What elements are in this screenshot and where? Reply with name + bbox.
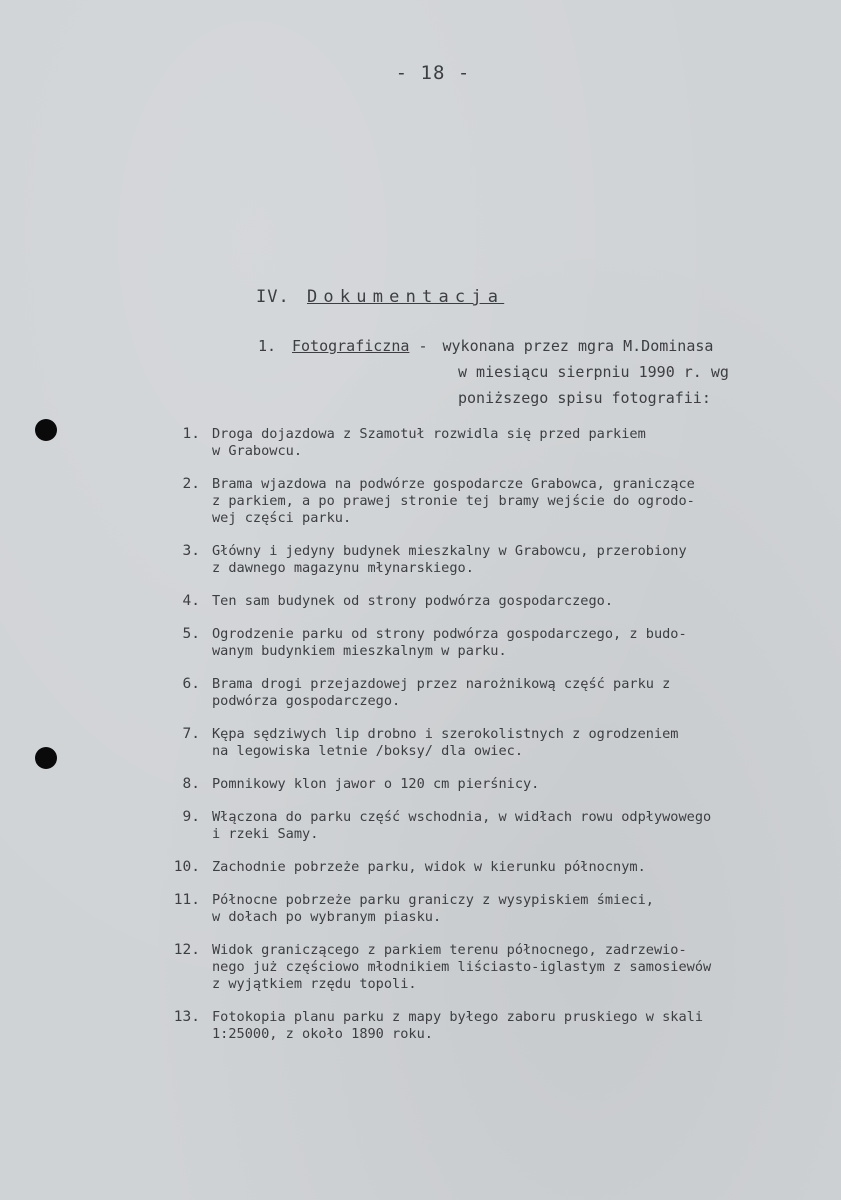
photo-item-text-line: nego już częściowo młodnikiem liściasto-iglastym z samosiewów	[212, 959, 712, 975]
photo-item-text-line: Fotokopia planu parku z mapy byłego zaboru pruskiego w skali	[212, 1009, 704, 1025]
photo-list-item	[150, 426, 830, 460]
photo-item-text-line: Pomnikowy klon jawor o 120 cm pierśnicy.	[212, 776, 540, 792]
photo-item-text-line: z parkiem, a po prawej stronie tej bramy wejście do ogrodo-	[212, 493, 695, 509]
subsection-description-line: wykonana przez mgra M.Dominasa	[442, 337, 714, 355]
photo-item-text-line: w Grabowcu.	[212, 443, 303, 459]
punch-hole	[35, 747, 57, 769]
photo-item-text-line: wanym budynkiem mieszkalnym w parku.	[212, 643, 507, 659]
photo-item-text-line: 1:25000, z około 1890 roku.	[212, 1026, 433, 1042]
photo-item-number: 13.	[173, 1009, 200, 1025]
photo-item-text	[212, 476, 830, 527]
subsection-number: 1.	[258, 337, 277, 355]
photo-item-text-line: z wyjątkiem rzędu topoli.	[212, 976, 417, 992]
subsection-title: Fotograficzna	[292, 337, 410, 355]
photo-list-item	[150, 476, 830, 527]
photo-item-number: 11.	[173, 892, 200, 908]
photo-item-text-line: Ten sam budynek od strony podwórza gospodarczego.	[212, 593, 614, 609]
photo-item-text-line: Północne pobrzeże parku graniczy z wysypiskiem śmieci,	[212, 892, 654, 908]
subsection-description-line: w miesiącu sierpniu 1990 r. wg	[458, 363, 729, 381]
punch-hole	[35, 419, 57, 441]
page-number: - 18 -	[395, 62, 471, 84]
photo-item-text	[212, 676, 830, 710]
photo-list	[150, 426, 830, 1043]
photo-item-text	[212, 942, 830, 993]
photo-item-text	[212, 892, 830, 926]
photo-item-text-line: Główny i jedyny budynek mieszkalny w Grabowcu, przerobiony	[212, 543, 687, 559]
photo-item-text	[212, 626, 830, 660]
photo-item-text	[212, 426, 830, 460]
photo-item-text-line: Droga dojazdowa z Szamotuł rozwidla się przed parkiem	[212, 426, 646, 442]
photo-item-number: 1.	[182, 426, 200, 442]
photo-item-text	[212, 543, 830, 577]
photo-item-text-line: podwórza gospodarczego.	[212, 693, 401, 709]
subsection-description-line: poniższego spisu fotografii:	[458, 389, 711, 407]
photo-item-text-line: Zachodnie pobrzeże parku, widok w kierunku północnym.	[212, 859, 646, 875]
photo-list-item	[150, 626, 830, 660]
photo-item-number: 5.	[182, 626, 200, 642]
photo-item-text	[212, 726, 830, 760]
photo-item-text-line: Ogrodzenie parku od strony podwórza gospodarczego, z budo-	[212, 626, 687, 642]
photo-list-item	[150, 859, 830, 876]
photo-list-item	[150, 676, 830, 710]
photo-item-text-line: wej części parku.	[212, 510, 352, 526]
photo-list-item	[150, 942, 830, 993]
photo-item-text-line: Brama drogi przejazdowej przez narożnikową część parku z	[212, 676, 671, 692]
photo-item-number: 9.	[182, 809, 200, 825]
photo-item-number: 3.	[182, 543, 200, 559]
photo-list-item	[150, 809, 830, 843]
photo-list-item	[150, 892, 830, 926]
section-numeral: IV.	[256, 287, 290, 307]
photo-list-item	[150, 776, 830, 793]
photo-item-text-line: Kępa sędziwych lip drobno i szerokolistnych z ogrodzeniem	[212, 726, 679, 742]
photo-item-number: 4.	[182, 593, 200, 609]
photo-item-text-line: Włączona do parku część wschodnia, w widłach rowu odpływowego	[212, 809, 712, 825]
photo-item-number: 10.	[173, 859, 200, 875]
subsection-photographic	[258, 333, 729, 411]
photo-item-number: 12.	[173, 942, 200, 958]
photo-item-number: 2.	[182, 476, 200, 492]
photo-item-number: 7.	[182, 726, 200, 742]
photo-item-number: 8.	[182, 776, 200, 792]
section-heading	[256, 287, 504, 307]
photo-item-text	[212, 1009, 830, 1043]
photo-item-text	[212, 776, 830, 793]
photo-item-text-line: Widok graniczącego z parkiem terenu północnego, zadrzewio-	[212, 942, 687, 958]
photo-list-item	[150, 593, 830, 610]
photo-item-number: 6.	[182, 676, 200, 692]
subsection-dash: -	[418, 337, 428, 355]
photo-item-text	[212, 593, 830, 610]
photo-list-item	[150, 726, 830, 760]
section-title: Dokumentacja	[306, 287, 505, 307]
photo-item-text-line: z dawnego magazynu młynarskiego.	[212, 560, 474, 576]
photo-item-text	[212, 809, 830, 843]
photo-list-item	[150, 1009, 830, 1043]
photo-item-text-line: Brama wjazdowa na podwórze gospodarcze Grabowca, graniczące	[212, 476, 695, 492]
photo-list-item	[150, 543, 830, 577]
photo-item-text-line: w dołach po wybranym piasku.	[212, 909, 442, 925]
photo-item-text-line: i rzeki Samy.	[212, 826, 319, 842]
photo-item-text-line: na legowiska letnie /boksy/ dla owiec.	[212, 743, 523, 759]
photo-item-text	[212, 859, 830, 876]
